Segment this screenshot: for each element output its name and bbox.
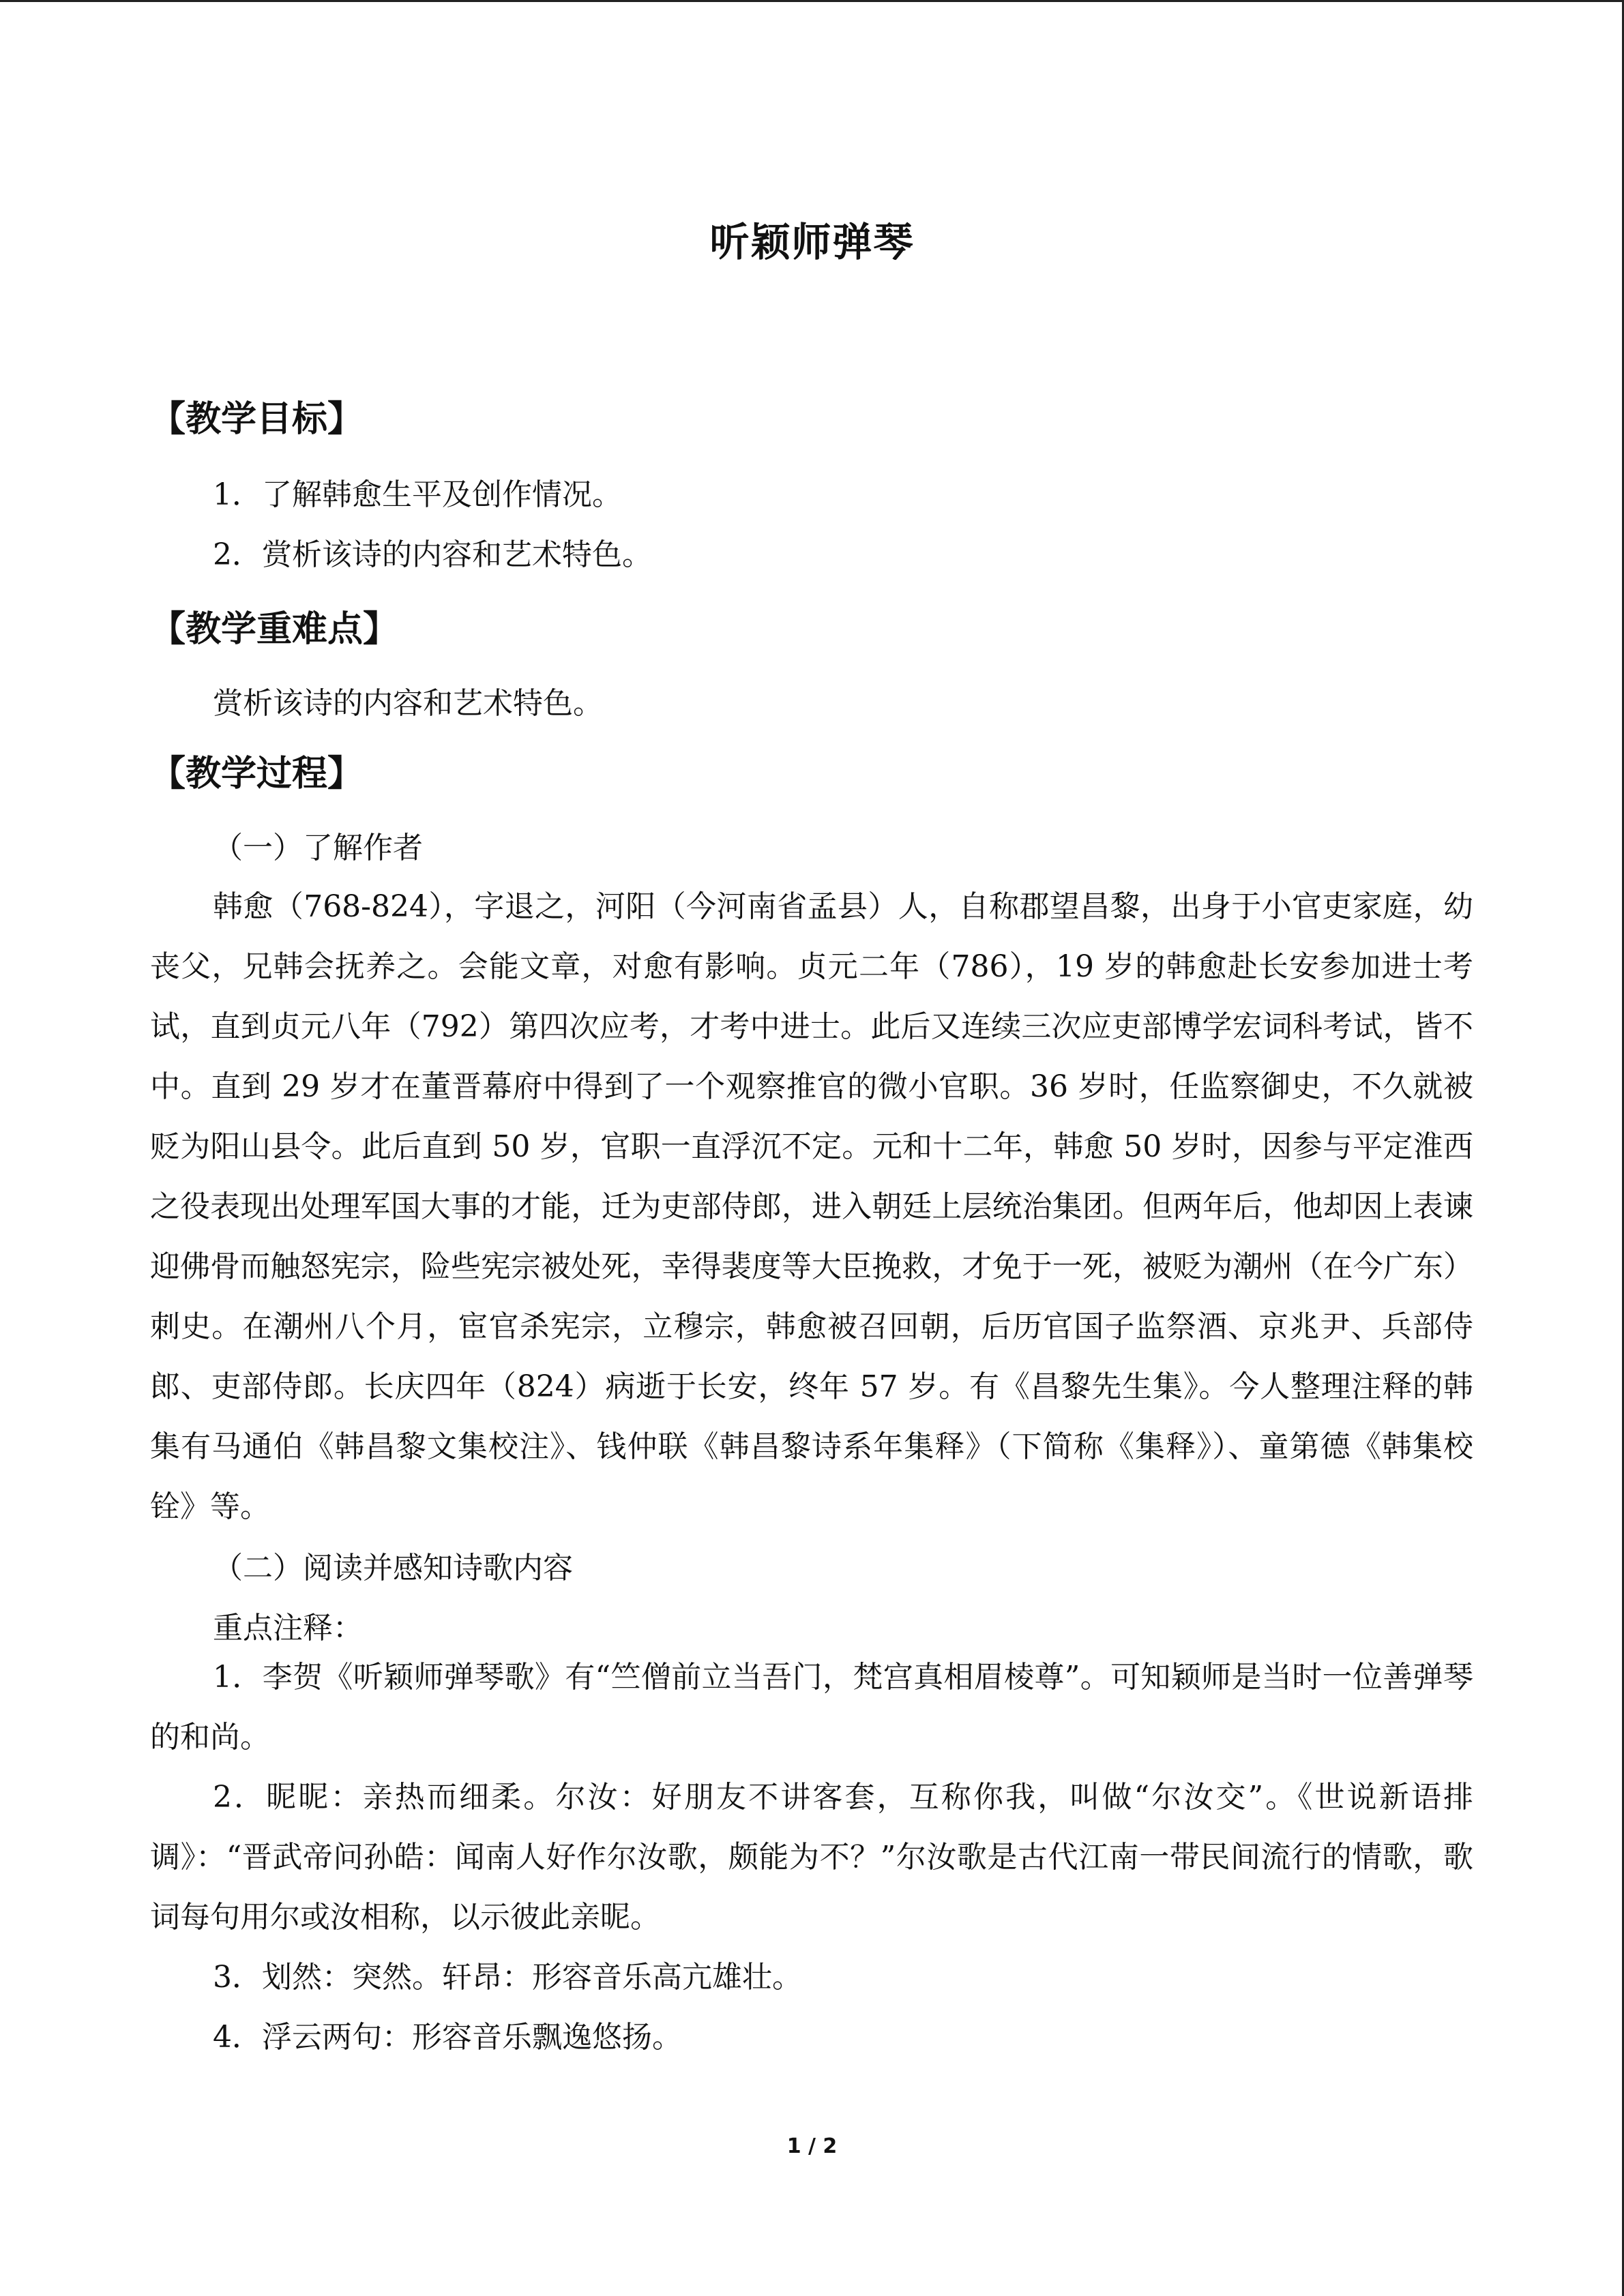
heading-key-points: 【教学重难点】 — [150, 609, 399, 650]
heading-teaching-goals: 【教学目标】 — [150, 399, 364, 440]
part2-title: （二）阅读并感知诗歌内容 — [213, 1551, 573, 1585]
goal-item-1: 1．了解韩愈生平及创作情况。 — [213, 477, 622, 512]
note-4: 4．浮云两句：形容音乐飘逸悠扬。 — [213, 2020, 682, 2055]
note-1: 1．李贺《听颖师弹琴歌》有“竺僧前立当吾门，梵宫真相眉棱尊”。可知颖师是当时一位善弹琴的和尚。 — [150, 1660, 1473, 1755]
notes-label: 重点注释： — [213, 1611, 363, 1645]
part1-title: （一）了解作者 — [213, 831, 423, 865]
document-title: 听颖师弹琴 — [709, 219, 915, 265]
goal-item-2: 2．赏析该诗的内容和艺术特色。 — [213, 537, 652, 572]
key-points-text: 赏析该诗的内容和艺术特色。 — [213, 686, 603, 721]
note-2: 2．昵昵：亲热而细柔。尔汝：好朋友不讲客套，互称你我，叫做“尔汝交”。《世说新语排调》：“晋武帝问孙皓：闻南人好作尔汝歌，颇能为不？”尔汝歌是古代江南一带民间流行的情歌，歌词每句用尔或汝相称，以示彼此亲昵。 — [150, 1780, 1473, 1935]
note-3: 3．划然：突然。轩昂：形容音乐高亢雄壮。 — [213, 1960, 802, 1995]
page-number: 1 / 2 — [786, 2134, 838, 2158]
heading-teaching-process: 【教学过程】 — [150, 754, 364, 794]
page-border-top — [0, 0, 1624, 2]
author-biography-paragraph: 韩愈（768-824），字退之，河阳（今河南省孟县）人，自称郡望昌黎，出身于小官吏家庭，幼丧父，兄韩会抚养之。会能文章，对愈有影响。贞元二年（786），19 岁的韩愈赴长安参加进士考试，直到贞元八年（792）第四次应考，才考中进士。此后又连续三次应吏部博学宏词科考试，皆不中。直到 29 岁才在董晋幕府中得到了一个观察推官的微小官职。36 岁时，任监察御史，不久就被贬为阳山县令。此后直到 50 岁，官职一直浮沉不定。元和十二年，韩愈 50 岁时，因参与平定淮西之役表现出处理军国大事的才能，迁为吏部侍郎，进入朝廷上层统治集团。但两年后，他却因上表谏迎佛骨而触怒宪宗，险些宪宗被处死，幸得裴度等大臣挽救，才免于一死，被贬为潮州（在今广东）刺史。在潮州八个月，宦官杀宪宗，立穆宗，韩愈被召回朝，后历官国子监祭酒、京兆尹、兵部侍郎、吏部侍郎。长庆四年（824）病逝于长安，终年 57 岁。有《昌黎先生集》。今人整理注释的韩集有马通伯《韩昌黎文集校注》、钱仲联《韩昌黎诗系年集释》（下简称《集释》）、童第德《韩集校铨》等。 — [150, 889, 1473, 1524]
